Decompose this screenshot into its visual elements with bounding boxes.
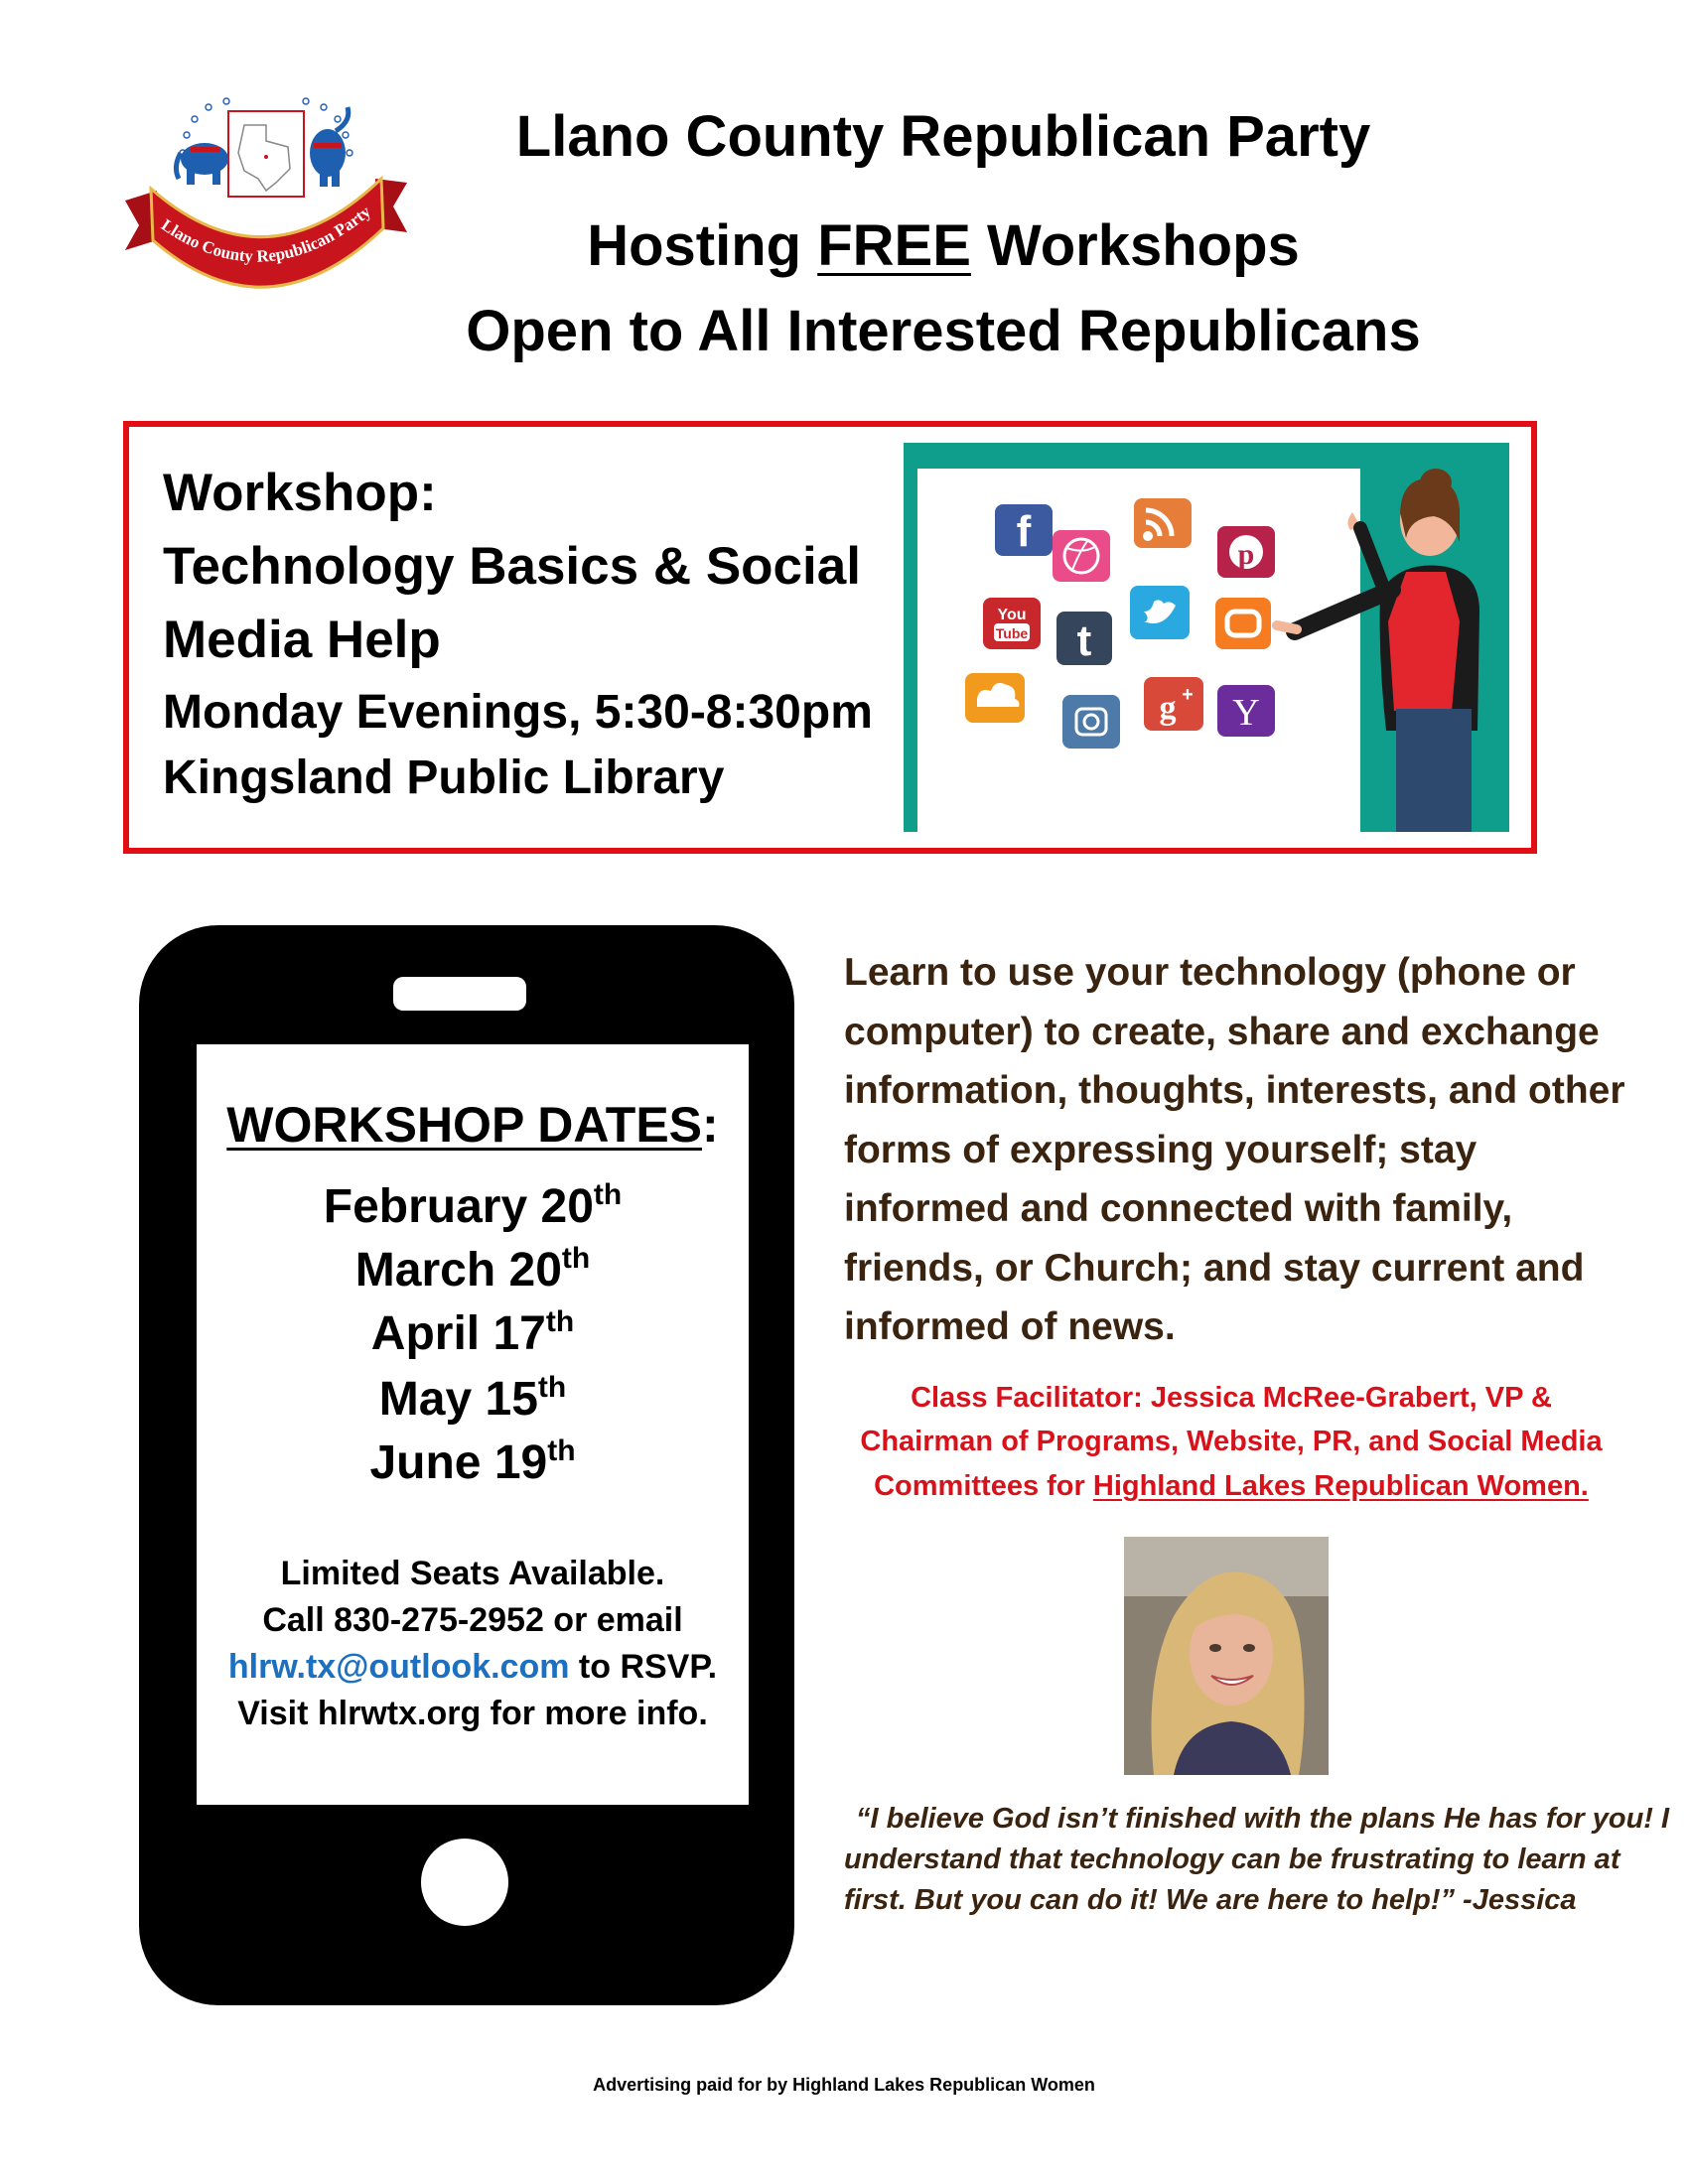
facilitator-line2: Chairman of Programs, Website, PR, and Social Media bbox=[860, 1426, 1603, 1457]
free-emphasis: FREE bbox=[817, 213, 971, 278]
date-label: February 20 bbox=[323, 1180, 594, 1233]
email-link[interactable]: hlrw.tx@outlook.com bbox=[227, 1648, 570, 1686]
instagram-icon bbox=[1062, 695, 1120, 749]
subtitle-suffix: Workshops bbox=[970, 213, 1300, 278]
subtitle-line bbox=[417, 212, 1470, 279]
twitter-icon bbox=[1130, 586, 1190, 639]
facilitator-prefix: Committees for bbox=[874, 1470, 1093, 1502]
date-suffix: th bbox=[537, 1371, 567, 1404]
svg-text:t: t bbox=[1076, 616, 1092, 665]
rss-icon bbox=[1134, 498, 1192, 548]
facilitator-line3 bbox=[834, 1470, 1628, 1503]
visit-line: Visit hlrwtx.org for more info. bbox=[237, 1695, 708, 1732]
date-item bbox=[197, 1243, 749, 1297]
workshop-dates-panel bbox=[197, 1044, 749, 1805]
audience-line: Open to All Interested Republicans bbox=[466, 299, 1421, 363]
seats-notice: Limited Seats Available. bbox=[280, 1555, 665, 1592]
soundcloud-icon bbox=[965, 673, 1025, 723]
date-item bbox=[197, 1435, 749, 1490]
workshop-topic-line2: Media Help bbox=[163, 611, 441, 669]
facilitator-line1: Class Facilitator: Jessica McRee-Grabert, VP & bbox=[911, 1382, 1552, 1414]
blogger-icon bbox=[1215, 598, 1271, 649]
elephant-icon bbox=[310, 107, 349, 187]
workshop-location: Kingsland Public Library bbox=[163, 751, 725, 804]
call-line: Call 830-275-2952 or email bbox=[262, 1601, 683, 1639]
rsvp-text: to RSVP. bbox=[569, 1648, 718, 1686]
workshop-topic-line1: Technology Basics & Social bbox=[163, 537, 861, 596]
svg-text:You: You bbox=[997, 607, 1027, 623]
page-title: Llano County Republican Party bbox=[515, 104, 1371, 169]
facilitator-photo bbox=[1124, 1537, 1329, 1775]
workshop-label: Workshop: bbox=[163, 464, 437, 522]
party-logo bbox=[117, 91, 415, 300]
svg-text:g: g bbox=[1159, 690, 1177, 727]
dates-heading-text: WORKSHOP DATES bbox=[226, 1097, 703, 1153]
rsvp-line bbox=[197, 1648, 749, 1687]
yahoo-icon bbox=[1217, 685, 1275, 737]
date-label: March 20 bbox=[354, 1244, 562, 1297]
facebook-icon bbox=[995, 504, 1053, 556]
date-suffix: th bbox=[545, 1305, 575, 1338]
dates-heading bbox=[197, 1096, 749, 1154]
svg-text:+: + bbox=[1182, 684, 1194, 706]
dates-heading-colon: : bbox=[702, 1097, 719, 1153]
description-paragraph: Learn to use your technology (phone or computer) to create, share and exchange information, thoughts, interests, and other forms of expressing yourself; stay informed and connected with family, friends, or Church; and stay current and informed of news. bbox=[844, 951, 1625, 1348]
svg-text:p: p bbox=[1237, 538, 1255, 571]
date-suffix: th bbox=[593, 1178, 623, 1211]
quote-line3: first. But you can do it! We are here to help!” -Jessica bbox=[844, 1884, 1577, 1916]
date-item bbox=[197, 1179, 749, 1234]
advertising-disclaimer: Advertising paid for by Highland Lakes Republican Women bbox=[593, 2075, 1095, 2095]
elephant-icon bbox=[176, 143, 228, 185]
svg-text:f: f bbox=[1016, 507, 1032, 556]
svg-text:Tube: Tube bbox=[995, 625, 1029, 641]
phone-speaker bbox=[393, 977, 526, 1011]
dribbble-icon bbox=[1053, 530, 1110, 582]
quote-line1: “I believe God isn’t finished with the plans He has for you! I bbox=[856, 1803, 1670, 1835]
workshop-schedule: Monday Evenings, 5:30-8:30pm bbox=[163, 686, 873, 739]
pinterest-icon bbox=[1217, 526, 1275, 578]
date-suffix: th bbox=[561, 1242, 591, 1275]
date-item bbox=[197, 1372, 749, 1427]
date-label: May 15 bbox=[378, 1373, 538, 1426]
youtube-icon bbox=[983, 598, 1041, 649]
quote-line2: understand that technology can be frustrating to learn at bbox=[844, 1843, 1620, 1875]
phone-home-button bbox=[421, 1839, 508, 1926]
subtitle-prefix: Hosting bbox=[587, 213, 818, 278]
logo-banner-text: Llano County Republican Party bbox=[158, 202, 374, 266]
organization-link[interactable]: Highland Lakes Republican Women. bbox=[1092, 1470, 1589, 1502]
tumblr-icon bbox=[1056, 612, 1112, 665]
social-media-illustration bbox=[904, 443, 1509, 832]
date-suffix: th bbox=[547, 1434, 576, 1467]
svg-text:Y: Y bbox=[1232, 692, 1260, 734]
google-plus-icon bbox=[1144, 677, 1203, 731]
date-label: April 17 bbox=[370, 1307, 546, 1360]
date-label: June 19 bbox=[369, 1436, 548, 1489]
date-item bbox=[197, 1306, 749, 1361]
